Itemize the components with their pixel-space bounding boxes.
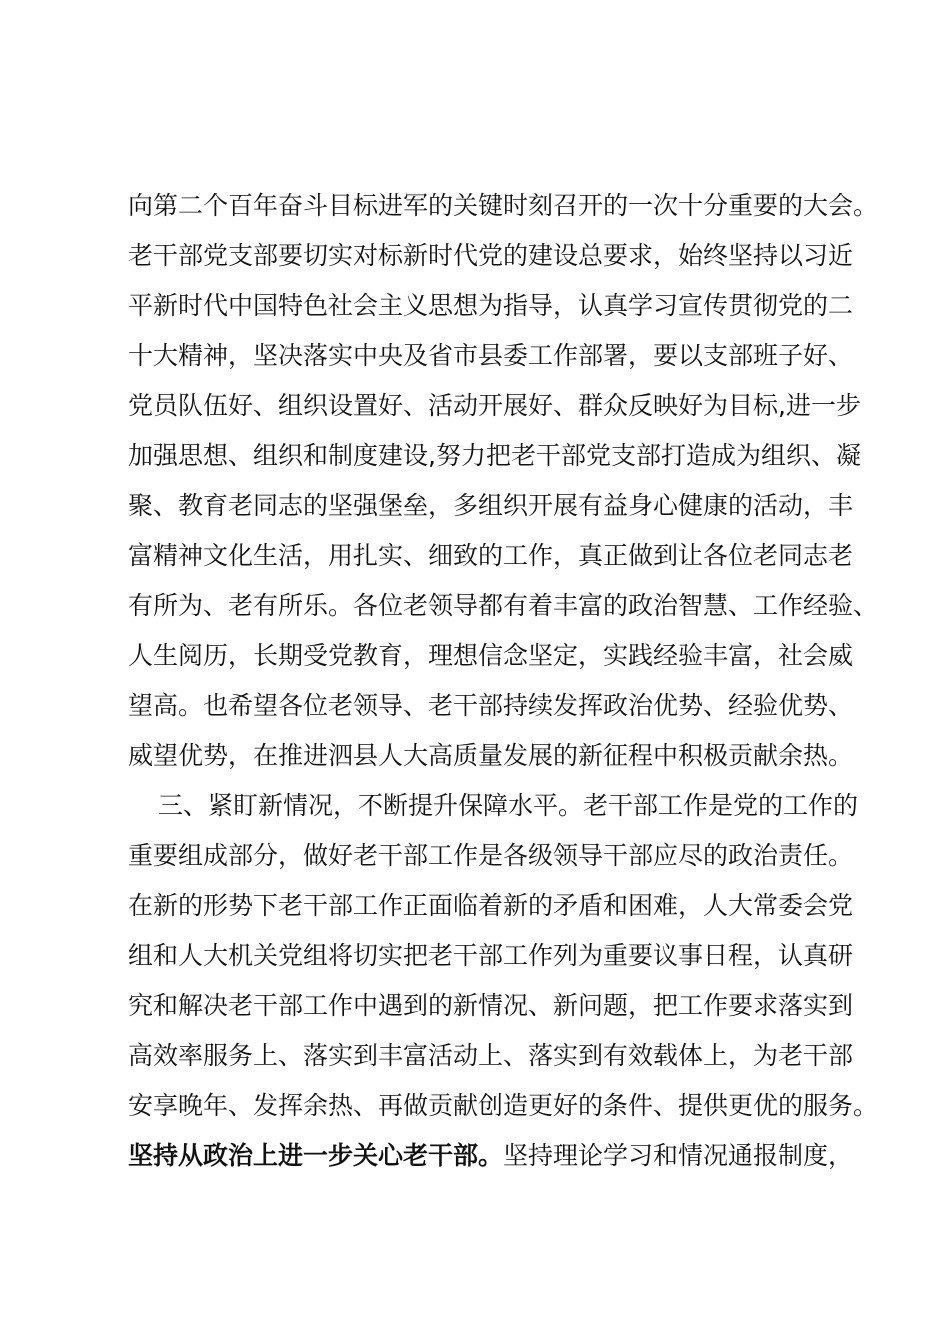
text-line: 十大精神，坚决落实中央及省市县委工作部署，要以支部班子好、 (128, 341, 854, 370)
bold-lead-text: 坚持从政治上进一步关心老干部。 (128, 1141, 504, 1170)
text-line: 威望优势，在推进泗县人大高质量发展的新征程中积极贡献余热。 (128, 741, 854, 770)
section-heading-line: 三、紧盯新情况，不断提升保障水平。老干部工作是党的工作的 (158, 791, 859, 820)
text-line: 组和人大机关党组将切实把老干部工作列为重要议事日程，认真研 (128, 941, 854, 970)
text-line: 老干部党支部要切实对标新时代党的建设总要求，始终坚持以习近 (128, 241, 854, 270)
text-line: 党员队伍好、组织设置好、活动开展好、群众反映好为目标,进一步 (128, 391, 861, 420)
body-text (128, 181, 879, 1181)
text-line: 高效率服务上、落实到丰富活动上、落实到有效载体上，为老干部 (128, 1041, 854, 1070)
text-line: 望高。也希望各位老领导、老干部持续发挥政治优势、经验优势、 (128, 691, 854, 720)
text-line: 人生阅历，长期受党教育，理想信念坚定，实践经验丰富，社会威 (128, 641, 854, 670)
text-line: 富精神文化生活，用扎实、细致的工作，真正做到让各位老同志老 (128, 541, 854, 570)
text-line: 平新时代中国特色社会主义思想为指导，认真学习宣传贯彻党的二 (128, 291, 854, 320)
text-line: 向第二个百年奋斗目标进军的关键时刻召开的一次十分重要的大会。 (128, 191, 879, 220)
text-line: 有所为、老有所乐。各位老领导都有着丰富的政治智慧、工作经验、 (128, 591, 879, 620)
text-line: 安享晚年、发挥余热、再做贡献创造更好的条件、提供更优的服务。 (128, 1091, 879, 1120)
text-line: 加强思想、组织和制度建设,努力把老干部党支部打造成为组织、凝 (128, 441, 861, 470)
text-line: 聚、教育老同志的坚强堡垒，多组织开展有益身心健康的活动，丰 (128, 491, 854, 520)
text-line: 重要组成部分，做好老干部工作是各级领导干部应尽的政治责任。 (128, 841, 854, 870)
text-line-mixed (128, 1131, 854, 1181)
text-line: 究和解决老干部工作中遇到的新情况、新问题，把工作要求落实到 (128, 991, 854, 1020)
text-line: 在新的形势下老干部工作正面临着新的矛盾和困难，人大常委会党 (128, 891, 854, 920)
text-continuation: 坚持理论学习和情况通报制度， (503, 1141, 854, 1170)
